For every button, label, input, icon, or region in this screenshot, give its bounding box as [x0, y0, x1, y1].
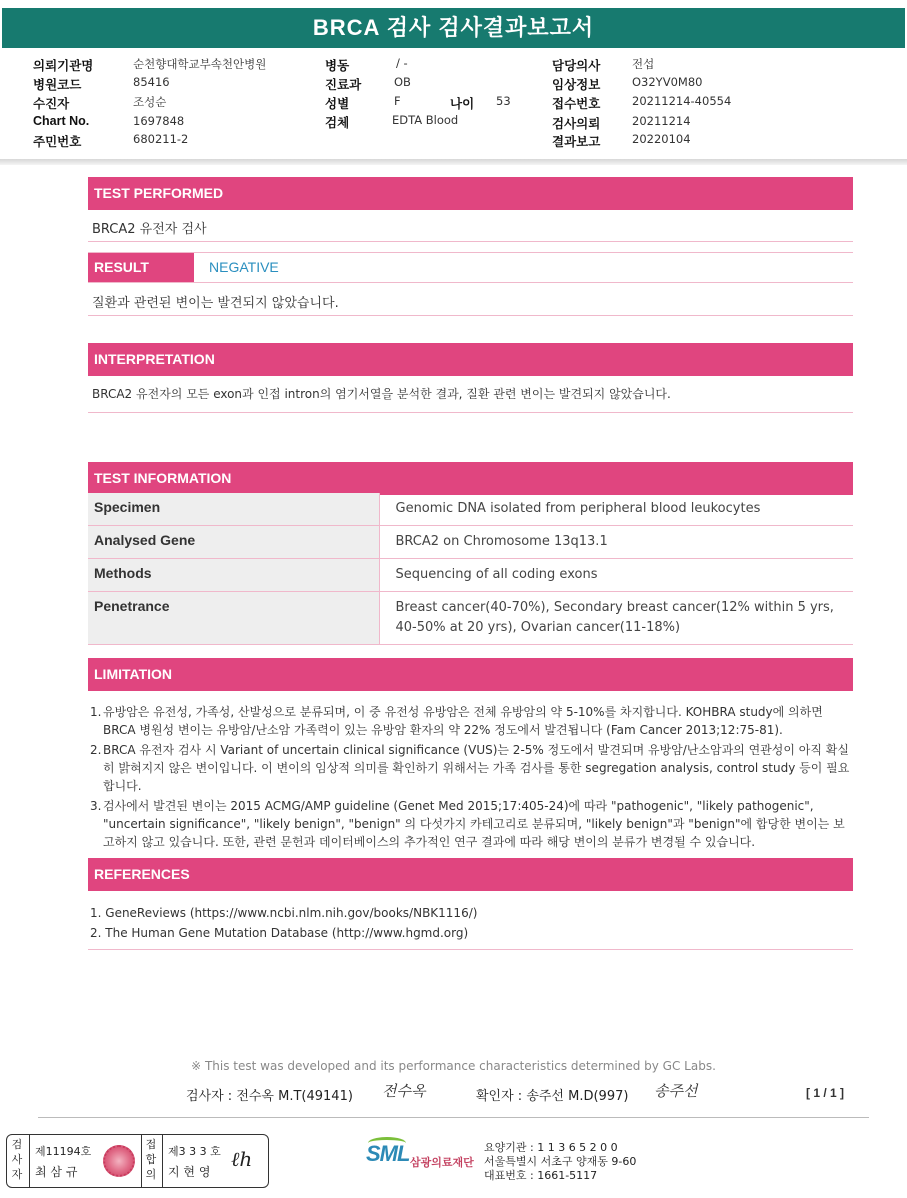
- stamp-reg-1: 제11194호: [35, 1145, 92, 1158]
- table-row: [88, 526, 853, 559]
- references-list: [90, 903, 477, 943]
- table-row: [88, 559, 853, 592]
- list-item: [90, 703, 850, 739]
- resident-no-label: 주민번호: [33, 135, 82, 149]
- chart-no-label: Chart No.: [33, 114, 90, 128]
- methods-key: Methods: [88, 559, 379, 592]
- institution-info: [484, 1141, 636, 1183]
- divider: [141, 1135, 142, 1187]
- hospital-name-label: 의뢰기관명: [33, 59, 94, 73]
- hospital-code-value: 85416: [133, 75, 170, 89]
- sex-value: F: [394, 94, 401, 108]
- header-divider: [0, 159, 907, 165]
- hospital-name-value: 순천향대학교부속천안병원: [133, 57, 267, 71]
- age-label: 나이: [450, 97, 475, 111]
- tester-signature: 전수옥: [382, 1082, 426, 1100]
- test-information-heading: TEST INFORMATION: [88, 462, 853, 495]
- institution-address: 서울특별시 서초구 양재동 9-60: [484, 1155, 637, 1168]
- specimen-value: Genomic DNA isolated from peripheral blood leukocytes: [379, 493, 853, 526]
- divider: [162, 1135, 163, 1187]
- institution-code: 요양기관 : 1 1 3 6 5 2 0 0: [484, 1141, 618, 1154]
- methods-value: Sequencing of all coding exons: [379, 559, 853, 592]
- patient-name-label: 수진자: [33, 97, 70, 111]
- result-value: NEGATIVE: [209, 259, 279, 275]
- ward-label: 병동: [325, 59, 350, 73]
- certification-stamp: [6, 1134, 269, 1188]
- patient-name-value: 조성순: [133, 95, 167, 109]
- department-label: 진료과: [325, 78, 362, 92]
- stamp-title-1: 검사자: [11, 1138, 23, 1181]
- hospital-code-label: 병원코드: [33, 78, 82, 92]
- doctor-label: 담당의사: [552, 59, 601, 73]
- specimen-value: EDTA Blood: [392, 113, 459, 127]
- list-item-number: 3.: [90, 799, 102, 813]
- penetrance-value: Breast cancer(40-70%), Secondary breast cancer(12% within 5 yrs, 40-50% at 20 yrs), Ovarian cancer(11-18%): [379, 592, 853, 645]
- age-value: 53: [496, 94, 511, 108]
- test-information-table: [88, 493, 853, 645]
- footer-note: ※ This test was developed and its performance characteristics determined by GC Labs.: [191, 1059, 716, 1073]
- reference-item: 1. GeneReviews (https://www.ncbi.nlm.nih.gov/books/NBK1116/): [90, 906, 478, 920]
- divider: [88, 412, 853, 413]
- receipt-no-value: 20211214-40554: [632, 94, 732, 108]
- tester: 검사자 : 전수옥 M.T(49141): [186, 1089, 353, 1104]
- divider: [29, 1135, 30, 1187]
- limitation-heading: LIMITATION: [88, 658, 853, 691]
- request-date-label: 검사의뢰: [552, 117, 601, 131]
- limitation-list: [90, 703, 850, 853]
- footer-divider: [38, 1117, 869, 1118]
- seal-icon: [103, 1145, 135, 1177]
- table-row: [88, 493, 853, 526]
- page-number: [ 1 / 1 ]: [806, 1086, 845, 1100]
- patient-header: [0, 52, 907, 154]
- list-item-text: 유방암은 유전성, 가족성, 산발성으로 분류되며, 이 중 유전성 유방암은 전체 유방암의 약 5-10%를 차지합니다. KOHBRA study에 의하면 BRCA 병원성 변이는 유방암/난소암 가족력이 있는 유방암 환자의 약 22% 정도에서 발견됩니다 (Fam Cancer 2013;12:75-81).: [103, 705, 823, 737]
- interpretation-heading: INTERPRETATION: [88, 343, 853, 376]
- references-heading: REFERENCES: [88, 858, 853, 891]
- institution-name: 삼광의료재단: [410, 1157, 474, 1169]
- list-item-number: 2.: [90, 743, 102, 757]
- divider: [88, 315, 853, 316]
- analysed-gene-value: BRCA2 on Chromosome 13q13.1: [379, 526, 853, 559]
- logo-arc-icon: [368, 1137, 406, 1149]
- sex-label: 성별: [325, 97, 350, 111]
- interpretation-text: BRCA2 유전자의 모든 exon과 인접 intron의 염기서열을 분석한 결과, 질환 관련 변이는 발견되지 않았습니다.: [92, 387, 671, 401]
- test-performed-text: BRCA2 유전자 검사: [92, 222, 207, 237]
- list-item-text: BRCA 유전자 검사 시 Variant of uncertain clinical significance (VUS)는 2-5% 정도에서 발견되며 유방암/난소암과의 연관성이 아직 확실히 밝혀지지 않은 변이입니다. 이 변이의 임상적 의미를 확인하기 위해서는 가족 검사를 통한 segregation analysis, control study 등이 필요합니다.: [103, 743, 850, 793]
- chart-no-value: 1697848: [133, 114, 185, 128]
- doctor-value: 전섭: [632, 57, 655, 71]
- report-date-label: 결과보고: [552, 135, 601, 149]
- list-item: [90, 741, 850, 795]
- stamp-title-2: 접합의: [145, 1138, 157, 1181]
- result-label: RESULT: [88, 253, 194, 282]
- stamp-name-2: 지 현 영: [168, 1165, 211, 1179]
- ward-value: / -: [396, 56, 408, 70]
- report-title: BRCA 검사 검사결과보고서: [2, 8, 905, 48]
- reference-item: 2. The Human Gene Mutation Database (http://www.hgmd.org): [90, 926, 469, 940]
- request-date-value: 20211214: [632, 114, 691, 128]
- stamp-name-1: 최 삼 규: [35, 1165, 78, 1179]
- clinical-info-label: 임상정보: [552, 78, 601, 92]
- specimen-label: 검체: [325, 116, 350, 130]
- institution-phone: 대표번호 : 1661-5117: [484, 1169, 598, 1182]
- list-item-text: 검사에서 발견된 변이는 2015 ACMG/AMP guideline (Genet Med 2015;17:405-24)에 따라 "pathogenic", "likely pathogenic", "uncertain significance", "likely benign", "benign" 의 다섯가지 카테고리로 분류되며, "likely benign"과 "benign"에 합당한 변이는 보고하지 않고 있습니다. 또한, 관련 문헌과 데이터베이스의 추가적인 연구 결과에 따라 해당 변이의 분류가 변경될 수 있습니다.: [103, 799, 845, 849]
- institution-logo: [366, 1141, 474, 1169]
- receipt-no-label: 접수번호: [552, 97, 601, 111]
- clinical-info-value: O32YV0M80: [632, 75, 703, 89]
- department-value: OB: [394, 75, 411, 89]
- list-item: [90, 797, 850, 851]
- confirmer: 확인자 : 송주선 M.D(997): [476, 1089, 629, 1104]
- report-date-value: 20220104: [632, 132, 691, 146]
- confirmer-signature: 송주선: [654, 1082, 698, 1100]
- divider: [88, 241, 853, 242]
- logo-text: SML: [366, 1141, 410, 1166]
- analysed-gene-key: Analysed Gene: [88, 526, 379, 559]
- specimen-key: Specimen: [88, 493, 379, 526]
- divider: [88, 949, 853, 950]
- signature-icon: ℓh: [231, 1147, 253, 1171]
- list-item-number: 1.: [90, 705, 102, 719]
- resident-no-value: 680211-2: [133, 132, 189, 146]
- stamp-reg-2: 제3 3 3 호: [168, 1145, 221, 1158]
- table-row: [88, 592, 853, 645]
- test-performed-heading: TEST PERFORMED: [88, 177, 853, 210]
- penetrance-key: Penetrance: [88, 592, 379, 645]
- result-row: [88, 252, 853, 283]
- result-text: 질환과 관련된 변이는 발견되지 않았습니다.: [92, 296, 339, 311]
